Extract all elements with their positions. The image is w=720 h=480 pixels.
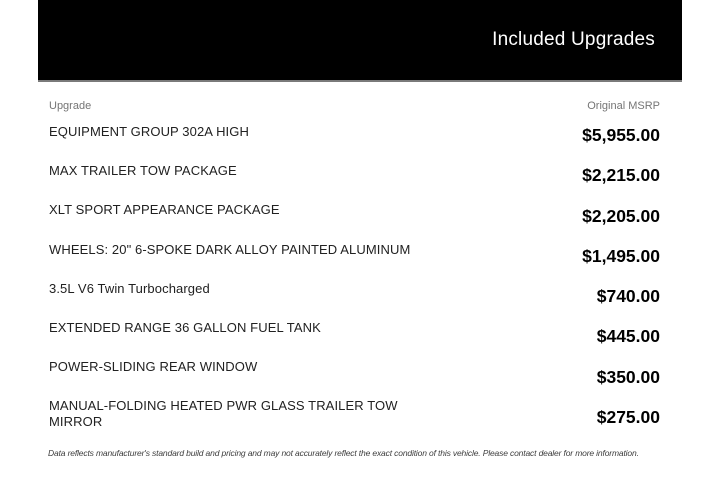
pricing-disclaimer: Data reflects manufacturer's standard build and pricing and may not accurately reflect the exact condition of this vehicle. Please contact dealer for more information. xyxy=(48,448,639,458)
msrp-price: $445.00 xyxy=(596,326,660,347)
msrp-price: $2,215.00 xyxy=(582,165,660,186)
msrp-price: $275.00 xyxy=(596,407,660,428)
upgrade-label: POWER-SLIDING REAR WINDOW xyxy=(49,359,258,375)
upgrade-label: EQUIPMENT GROUP 302A HIGH xyxy=(49,124,249,139)
upgrade-label: 3.5L V6 Twin Turbocharged xyxy=(49,280,210,296)
column-header-original-msrp: Original MSRP xyxy=(587,100,660,112)
table-column-headers xyxy=(49,100,660,113)
msrp-price: $1,495.00 xyxy=(582,245,660,266)
msrp-price: $5,955.00 xyxy=(582,125,660,145)
msrp-price: $2,205.00 xyxy=(582,205,660,226)
msrp-prices-column xyxy=(470,126,660,448)
page-title: Included Upgrades xyxy=(492,29,655,50)
upgrade-label: XLT SPORT APPEARANCE PACKAGE xyxy=(49,202,280,218)
included-upgrades-banner xyxy=(38,0,682,82)
msrp-price: $350.00 xyxy=(596,366,660,387)
column-header-upgrade: Upgrade xyxy=(49,100,92,112)
upgrade-label: WHEELS: 20" 6-SPOKE DARK ALLOY PAINTED ALUMINUM xyxy=(49,241,411,257)
upgrade-label: EXTENDED RANGE 36 GALLON FUEL TANK xyxy=(49,319,321,335)
upgrade-label: MAX TRAILER TOW PACKAGE xyxy=(49,163,237,179)
upgrade-labels-column xyxy=(49,124,437,438)
upgrade-label: MANUAL-FOLDING HEATED PWR GLASS TRAILER TOW MIRROR xyxy=(49,398,398,429)
msrp-price: $740.00 xyxy=(596,286,660,307)
